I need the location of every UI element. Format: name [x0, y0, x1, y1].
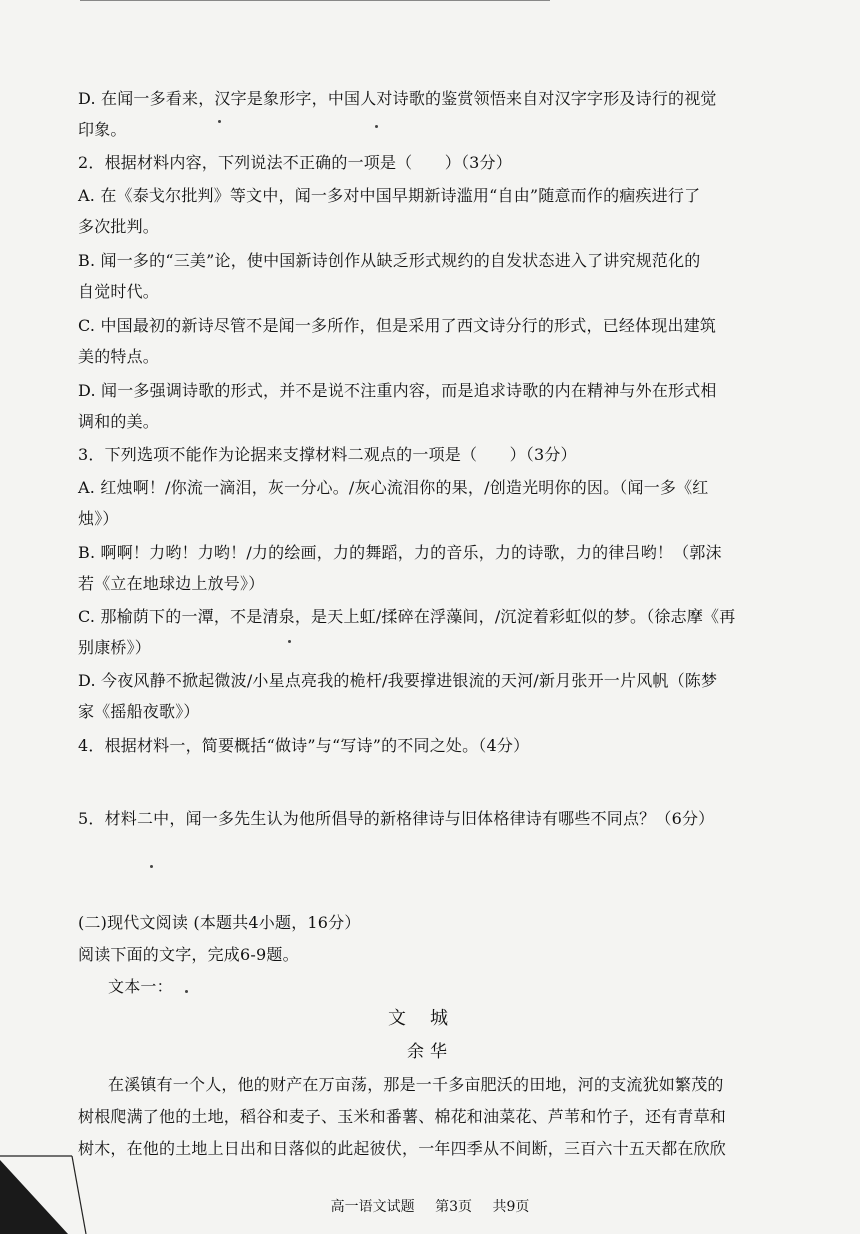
- footer-page-number: 第3页: [435, 1199, 472, 1215]
- question-2: 2．根据材料内容，下列说法不正确的一项是（ ）（3分）: [78, 153, 512, 172]
- section-heading: (二)现代文阅读 (本题共4小题，16分）: [78, 913, 361, 932]
- scan-edge-line: [80, 0, 550, 1]
- text-one-label: 文本一：: [108, 977, 173, 996]
- option-2d-line-1: D. 闻一多强调诗歌的形式，并不是说不注重内容，而是追求诗歌的内在精神与外在形式相: [78, 381, 717, 400]
- footer-subject: 高一语文试题: [330, 1199, 415, 1215]
- option-3b-line-1: B. 啊啊！力哟！力哟！/力的绘画，力的舞蹈，力的音乐，力的诗歌，力的律吕哟！（郭沫: [78, 543, 722, 562]
- option-2c-line-2: 美的特点。: [78, 347, 160, 366]
- question-4: 4．根据材料一，简要概括“做诗”与“写诗”的不同之处。（4分）: [78, 736, 530, 755]
- scanned-corner-fold: [0, 1140, 120, 1234]
- footer-total-pages: 共9页: [492, 1199, 530, 1215]
- option-3b-line-2: 若《立在地球边上放号》）: [78, 574, 265, 593]
- option-2d-line-2: 调和的美。: [78, 412, 160, 431]
- option-2c-line-1: C. 中国最初的新诗尽管不是闻一多所作，但是采用了西文诗分行的形式，已经体现出建筑: [78, 316, 717, 335]
- option-1d-line-2: 印象。: [78, 120, 127, 139]
- article-title: 文城: [388, 1008, 472, 1029]
- option-3c-line-2: 别康桥》）: [78, 638, 152, 657]
- section-instruction: 阅读下面的文字，完成6-9题。: [78, 945, 299, 964]
- article-paragraph-line-2: 树根爬满了他的土地，稻谷和麦子、玉米和番薯、棉花和油菜花、芦苇和竹子，还有青草和: [78, 1107, 727, 1126]
- option-2b-line-1: B. 闻一多的“三美”论，使中国新诗创作从缺乏形式规约的自发状态进入了讲究规范化的: [78, 251, 701, 270]
- page-footer: [0, 1196, 860, 1216]
- option-3a-line-2: 烛》）: [78, 509, 119, 528]
- scan-speck: [150, 865, 153, 868]
- article-author: 余华: [407, 1042, 453, 1062]
- option-2a-line-2: 多次批判。: [78, 217, 160, 236]
- article-paragraph-line-1: 在溪镇有一个人，他的财产在万亩荡，那是一千多亩肥沃的田地，河的支流犹如繁茂的: [108, 1075, 724, 1094]
- option-3d-line-1: D. 今夜风静不掀起微波/小星点亮我的桅杆/我要撑进银流的天河/新月张开一片风帆（陈梦: [78, 671, 718, 690]
- option-2a-line-1: A. 在《泰戈尔批判》等文中，闻一多对中国早期新诗滥用“自由”随意而作的痼疾进行了: [78, 186, 701, 205]
- article-paragraph-line-3: 树木，在他的土地上日出和日落似的此起彼伏，一年四季从不间断，三百六十五天都在欣欣: [78, 1139, 727, 1158]
- scan-speck: [288, 640, 291, 643]
- option-1d-line-1: D. 在闻一多看来，汉字是象形字，中国人对诗歌的鉴赏领悟来自对汉字字形及诗行的视觉: [78, 89, 717, 108]
- question-3: 3．下列选项不能作为论据来支撑材料二观点的一项是（ ）（3分）: [78, 445, 577, 464]
- option-3a-line-1: A. 红烛啊！/你流一滴泪，灰一分心。/灰心流泪你的果，/创造光明你的因。（闻一多《红: [78, 478, 709, 497]
- scan-speck: [218, 120, 221, 123]
- question-5: 5．材料二中，闻一多先生认为他所倡导的新格律诗与旧体格律诗有哪些不同点？（6分）: [78, 809, 715, 828]
- option-3c-line-1: C. 那榆荫下的一潭，不是清泉，是天上虹/揉碎在浮藻间，/沉淀着彩虹似的梦。（徐志摩《再: [78, 607, 736, 626]
- option-3d-line-2: 家《摇船夜歌》）: [78, 702, 200, 721]
- option-2b-line-2: 自觉时代。: [78, 282, 160, 301]
- scan-speck: [185, 990, 188, 993]
- scan-speck: [375, 125, 378, 128]
